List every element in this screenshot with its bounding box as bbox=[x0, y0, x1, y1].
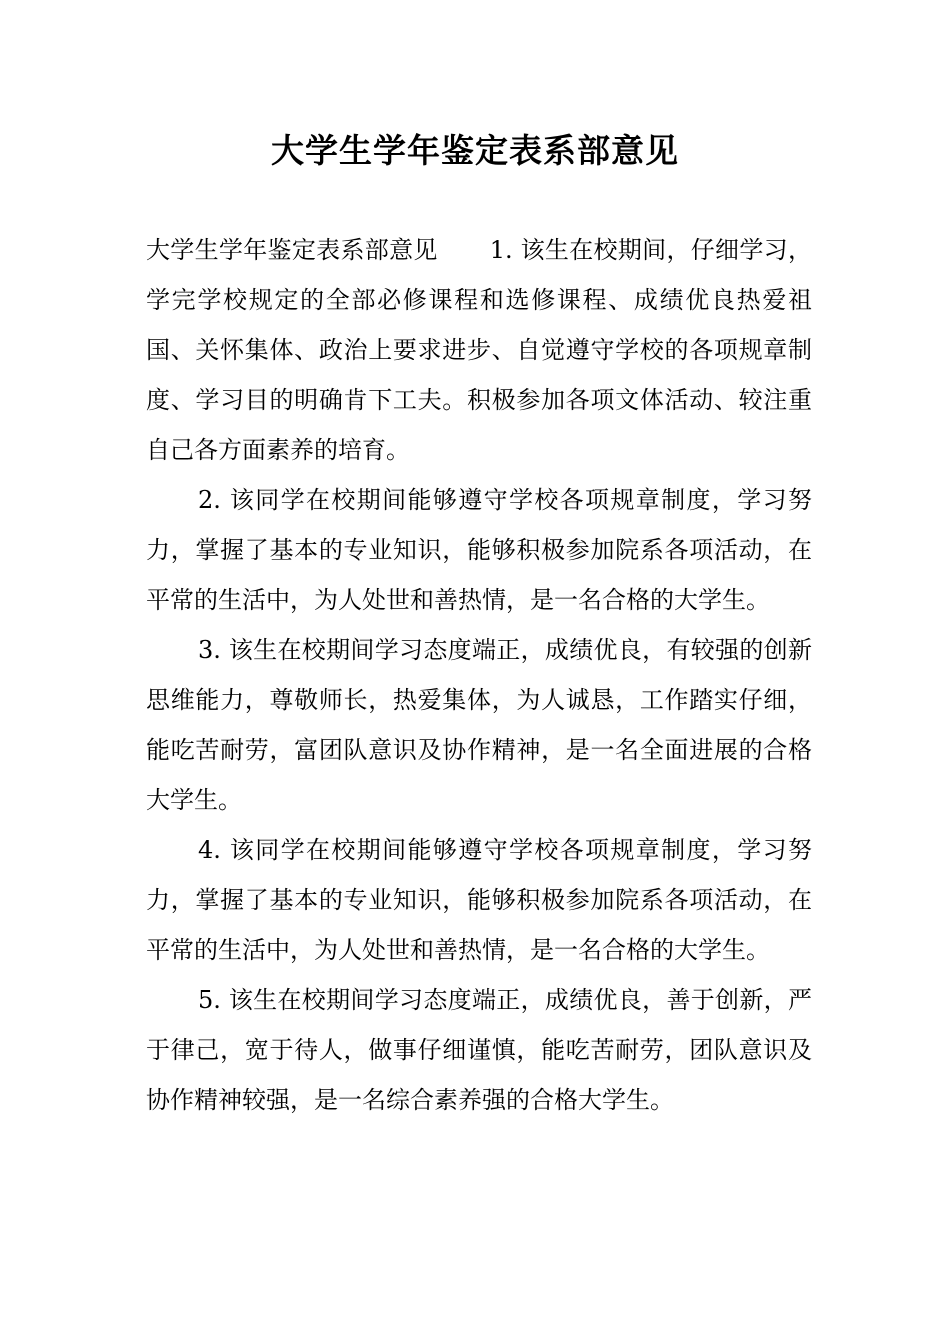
lead-heading: 大学生学年鉴定表系部意见 bbox=[146, 236, 438, 264]
document-body bbox=[146, 225, 812, 1125]
paragraph-1-text: 1. 该生在校期间，仔细学习，学完学校规定的全部必修课程和选修课程、成绩优良热爱祖国、关怀集体、政治上要求进步、自觉遵守学校的各项规章制度、学习目的明确肯下工夫。积极参加各项文体活动、较注重自己各方面素养的培育。 bbox=[146, 236, 812, 464]
paragraph-3: 3. 该生在校期间学习态度端正，成绩优良，有较强的创新思维能力，尊敬师长，热爱集体，为人诚恳，工作踏实仔细，能吃苦耐劳，富团队意识及协作精神，是一名全面进展的合格大学生。 bbox=[146, 636, 812, 814]
paragraph-1 bbox=[146, 225, 812, 475]
paragraph-5: 5. 该生在校期间学习态度端正，成绩优良，善于创新，严于律己，宽于待人，做事仔细谨慎，能吃苦耐劳，团队意识及协作精神较强，是一名综合素养强的合格大学生。 bbox=[146, 986, 812, 1114]
paragraph-4: 4. 该同学在校期间能够遵守学校各项规章制度，学习努力，掌握了基本的专业知识，能够积极参加院系各项活动，在平常的生活中，为人处世和善热情，是一名合格的大学生。 bbox=[146, 836, 812, 964]
document-title: 大学生学年鉴定表系部意见 bbox=[271, 131, 679, 170]
paragraph-2: 2. 该同学在校期间能够遵守学校各项规章制度，学习努力，掌握了基本的专业知识，能够积极参加院系各项活动，在平常的生活中，为人处世和善热情，是一名合格的大学生。 bbox=[146, 486, 812, 614]
